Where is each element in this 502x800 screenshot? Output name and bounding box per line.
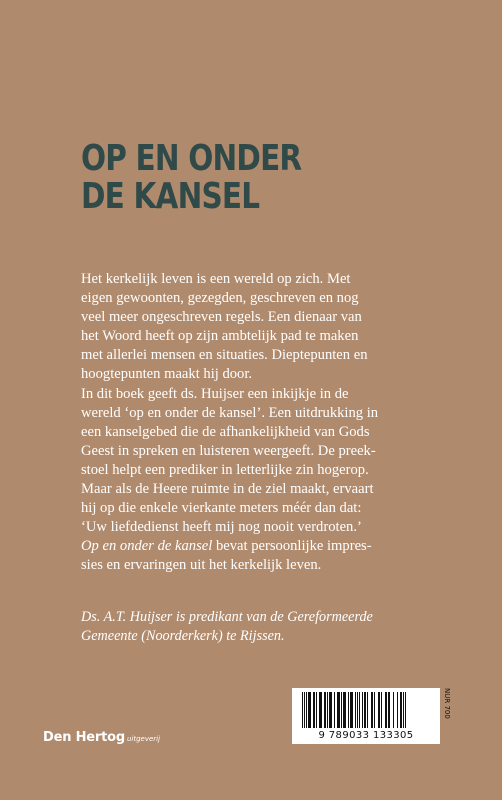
barcode-bar (371, 692, 373, 728)
author-note-line-1: Ds. A.T. Huijser is predikant van de Gereformeerde (81, 609, 373, 625)
barcode-bar (357, 692, 358, 728)
barcode-bars (292, 688, 440, 730)
author-note (81, 608, 373, 646)
barcode-bar (400, 692, 402, 728)
barcode-bar (302, 692, 303, 728)
barcode-bar (324, 692, 326, 728)
blurb-line: het Woord heeft op zijn ambtelijk pad te maken (81, 328, 359, 345)
blurb-text (81, 270, 441, 576)
barcode-bar (319, 692, 322, 728)
publisher-subtitle: uitgeverij (126, 735, 161, 743)
blurb-line: een kanselgebed die de afhankelijkheid van Gods (81, 423, 370, 440)
barcode-bar (350, 692, 353, 728)
barcode-bar (388, 692, 390, 728)
title-line-1: OP EN ONDER (81, 138, 302, 179)
blurb-line: ‘Uw liefdedienst heeft mij nog nooit verdroten.’ (81, 519, 362, 536)
blurb-line-rest: bevat persoonlijke impres- (212, 538, 372, 555)
isbn-number: 9 789033 133305 (318, 730, 414, 741)
barcode-bar (334, 692, 335, 728)
blurb-line: eigen gewoonten, gezegden, geschreven en nog (81, 290, 359, 307)
nur-code: NUR 700 (443, 688, 451, 719)
barcode-bar (308, 692, 311, 728)
barcode-bar (348, 692, 349, 728)
blurb-line: hoogtepunten maakt hij door. (81, 366, 253, 383)
barcode-bar (306, 692, 307, 728)
barcode-bar (304, 692, 305, 728)
barcode-bar (327, 692, 328, 728)
blurb-line-book-reference (81, 537, 441, 556)
blurb-line: wereld ‘op en onder de kansel’. Een uitdrukking in (81, 404, 379, 421)
barcode-bar (397, 692, 398, 728)
barcode-bar (374, 692, 375, 728)
isbn-barcode (292, 688, 440, 744)
barcode-bar (367, 692, 368, 728)
publisher-name: Den Hertog (43, 730, 125, 745)
barcode-bar (378, 692, 380, 728)
barcode-bar (341, 692, 342, 728)
blurb-line: stoel helpt een prediker in letterlijke zin hogerop. (81, 461, 369, 478)
blurb-line: Geest in spreken en luisteren weergeeft. De preek- (81, 442, 376, 459)
barcode-bar (393, 692, 394, 728)
barcode-bar (359, 692, 360, 728)
book-title (81, 140, 301, 216)
barcode-bar (381, 692, 382, 728)
blurb-line: Het kerkelijk leven is een wereld op zich. Met (81, 271, 351, 287)
barcode-bar (343, 692, 346, 728)
barcode-bar (329, 692, 332, 728)
blurb-line: Maar als de Heere ruimte in de ziel maakt, ervaart (81, 481, 374, 498)
barcode-bar (316, 692, 317, 728)
barcode-bar (313, 692, 315, 728)
blurb-line: veel meer ongeschreven regels. Een dienaar van (81, 309, 362, 326)
barcode-bar (364, 692, 366, 728)
barcode-bar (337, 692, 340, 728)
book-title-reference: Op en onder de kansel (81, 538, 213, 555)
blurb-line: met allerlei mensen en situaties. Dieptepunten en (81, 347, 368, 364)
barcode-bar (405, 692, 406, 728)
title-line-2: DE KANSEL (81, 176, 260, 217)
barcode-bar (403, 692, 404, 728)
blurb-line: hij op die enkele vierkante meters méér dan dat: (81, 500, 362, 517)
barcode-bar (385, 692, 387, 728)
blurb-line: sies en ervaringen uit het kerkelijk leven. (81, 557, 322, 574)
author-note-line-2: Gemeente (Noorderkerk) te Rijssen. (81, 628, 285, 644)
barcode-bar (355, 692, 356, 728)
barcode-bar (362, 692, 363, 728)
blurb-line: In dit boek geeft ds. Huijser een inkijkje in de (81, 385, 349, 402)
publisher-logo (43, 726, 160, 745)
